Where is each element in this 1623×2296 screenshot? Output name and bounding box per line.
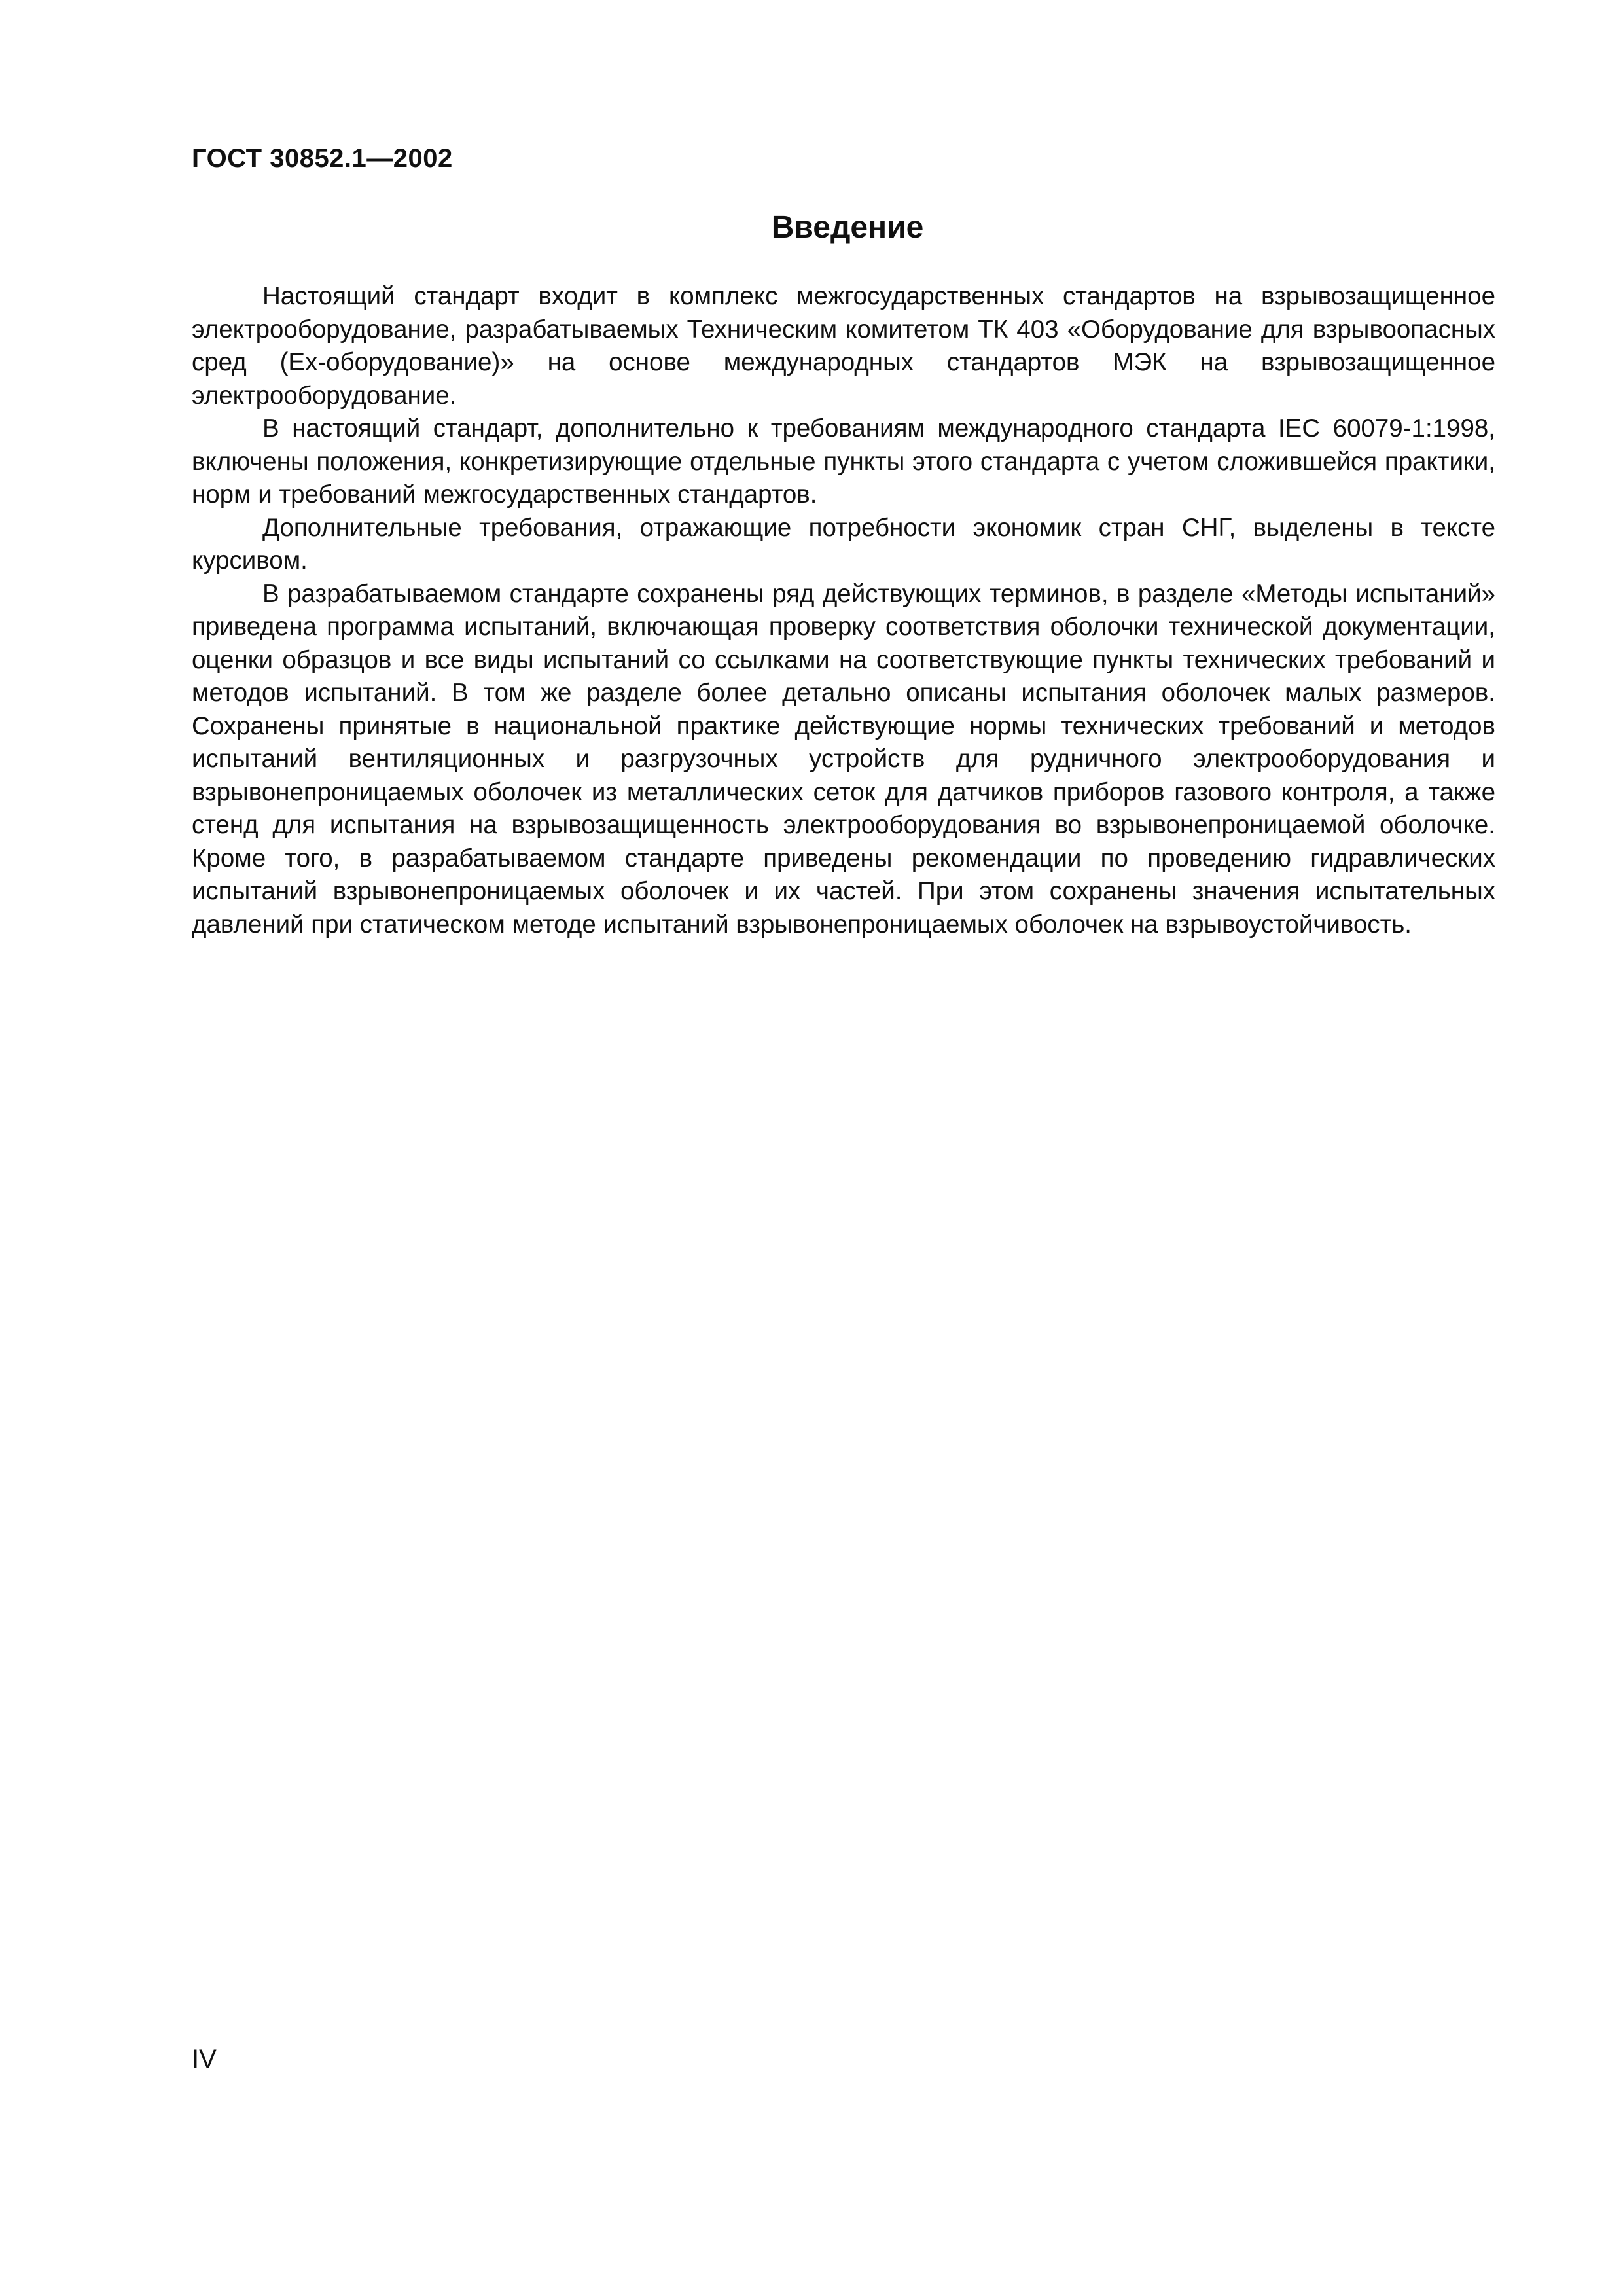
section-title: Введение: [771, 210, 924, 245]
paragraph-4: В разрабатываемом стандарте сохранены ряд действующих терминов, в разделе «Методы испытаний» приведена программа испытаний, включающая проверку соответствия оболочки технической документации, оценки образцов и все виды испытаний со ссылками на соответствующие пункты технических требований и методов испытаний. В том же разделе более детально описаны испытания оболочек малых размеров. Сохранены принятые в национальной практике действующие нормы технических требований и методов испытаний вентиляционных и разгрузочных устройств для рудничного электрооборудования и взрывонепроницаемых оболочек из металлических сеток для датчиков приборов газового контроля, а также стенд для испытания на взрывозащищенность электрооборудования во взрывонепроницаемой оболочке. Кроме того, в разрабатываемом стандарте приведены рекомендации по проведению гидравлических испытаний взрывонепроницаемых оболочек и их частей. При этом сохранены значения испытательных давлений при статическом методе испытаний взрывонепроницаемых оболочек на взрывоустойчивость.: [192, 579, 1495, 939]
paragraph-1: Настоящий стандарт входит в комплекс межгосударственных стандартов на взрывозащищенное электрооборудование, разрабатываемых Техническим комитетом ТК 403 «Оборудование для взрывоопасных сред (Ex-оборудование)» на основе международных стандартов МЭК на взрывозащищенное электрооборудование.: [192, 282, 1495, 410]
paragraph-3: Дополнительные требования, отражающие потребности экономик стран СНГ, выделены в тексте курсивом.: [192, 513, 1495, 575]
introduction-body: [192, 280, 1495, 941]
paragraph-2: В настоящий стандарт, дополнительно к требованиям международного стандарта IEC 60079-1:1998, включены положения, конкретизирующие отдельные пункты этого стандарта с учетом сложившейся практики, норм и требований межгосударственных стандартов.: [192, 414, 1495, 509]
standard-number-header: ГОСТ 30852.1—2002: [192, 144, 453, 173]
page-number: IV: [192, 2045, 217, 2073]
